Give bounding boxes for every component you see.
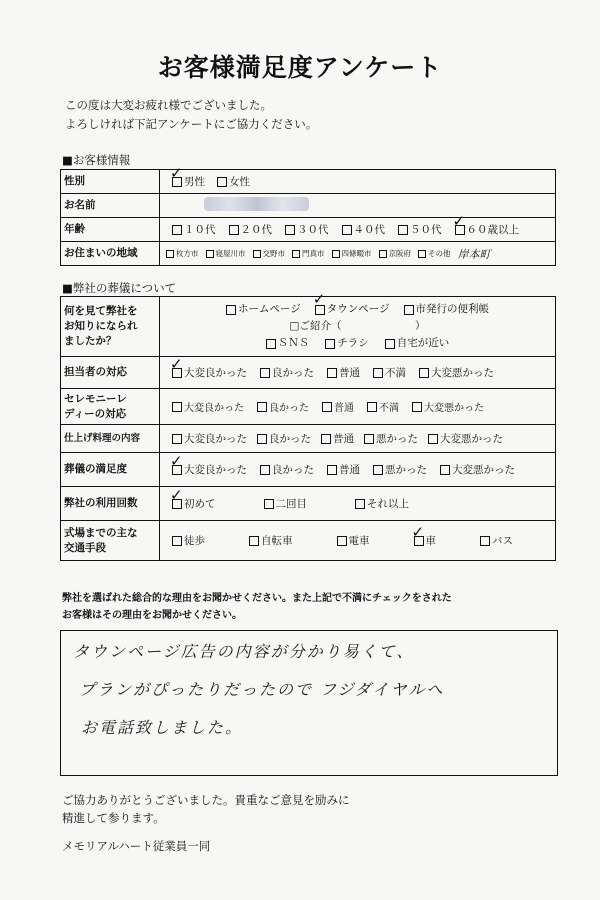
gender-option-female[interactable]: 女性 (217, 174, 250, 189)
comment-instructions: 弊社を選ばれた総合的な理由をお聞かせください。また上記で不満にチェックをされた お客様はその理由をお聞かせください。 (62, 593, 452, 621)
intro-line-2: よろしければ下記アンケートにご協力ください。 (65, 117, 318, 131)
satisfaction-option-good[interactable]: 良かった (260, 462, 314, 477)
age-option-40s[interactable]: ４０代 (342, 222, 386, 237)
usage-option-first[interactable]: 初めて ✓ (172, 496, 216, 511)
redacted-name-field[interactable] (204, 197, 309, 211)
comment-line-1: タウンページ広告の内容が分かり易くて、 (73, 642, 415, 661)
closing-line-2: 精進して参ります。 (62, 811, 165, 825)
staff-response-options (160, 365, 555, 380)
food-option-very-bad[interactable]: 大変悪かった (428, 431, 503, 446)
staff-option-very-bad[interactable]: 大変悪かった (419, 365, 494, 380)
transport-options (160, 533, 555, 548)
age-option-10s[interactable]: １０代 (172, 222, 216, 237)
food-option-normal[interactable]: 普通 (321, 431, 354, 446)
label-usage-count: 弊社の利用回数 (61, 487, 160, 521)
age-option-60plus[interactable]: ６０歳以上 ✓ (455, 222, 520, 237)
food-option-good[interactable]: 良かった (257, 431, 311, 446)
checkbox-icon (172, 177, 182, 187)
found-option-city-guide[interactable]: 市発行の便利帳 (404, 301, 490, 318)
label-food: 仕上げ料理の内容 (61, 425, 160, 453)
label-age: 年齢 (61, 218, 160, 242)
region-other-handwritten: 岸本町 (457, 247, 491, 261)
label-gender: 性別 (61, 170, 160, 194)
intro-line-1: この度は大変お疲れ様でございました。 (65, 98, 272, 112)
transport-option-car[interactable]: 車 ✓ (414, 533, 437, 548)
region-option-hirakata[interactable]: 枚方市 (166, 248, 199, 259)
label-satisfaction: 葬儀の満足度 (61, 453, 160, 487)
transport-option-walk[interactable]: 徒歩 (172, 533, 205, 548)
gender-option-male[interactable]: 男性 ✓ (172, 174, 205, 189)
food-option-very-good[interactable]: 大変良かった (172, 431, 247, 446)
section-heading-funeral: ■弊社の葬儀について (62, 281, 177, 295)
found-option-near-home[interactable]: 自宅が近い (385, 335, 450, 352)
found-option-referral[interactable]: □ご紹介（ ） (289, 320, 426, 332)
age-option-20s[interactable]: ２０代 (229, 222, 273, 237)
how-found-options (160, 297, 556, 357)
lady-option-good[interactable]: 良かった (257, 399, 309, 414)
age-option-50s[interactable]: ５０代 (398, 222, 442, 237)
satisfaction-option-normal[interactable]: 普通 (327, 462, 360, 477)
usage-count-options (160, 496, 555, 511)
transport-option-train[interactable]: 電車 (337, 533, 370, 548)
lady-option-normal[interactable]: 普通 (322, 399, 354, 414)
lady-option-very-bad[interactable]: 大変悪かった (412, 399, 484, 414)
comment-box[interactable] (60, 630, 558, 776)
region-option-kadoma[interactable]: 門真市 (292, 248, 325, 259)
region-option-neyagawa[interactable]: 寝屋川市 (206, 248, 246, 259)
food-options (160, 431, 555, 446)
label-name: お名前 (61, 194, 160, 218)
label-staff-response: 担当者の対応 (61, 357, 160, 389)
food-option-bad[interactable]: 悪かった (364, 431, 418, 446)
found-option-flyer[interactable]: チラシ (325, 335, 369, 352)
comment-line-3: お電話致しました。 (81, 718, 244, 737)
found-option-townpage[interactable]: タウンページ ✓ (315, 301, 390, 318)
region-option-keihan[interactable]: 京阪府 (379, 248, 412, 259)
age-option-30s[interactable]: ３０代 (285, 222, 329, 237)
lady-option-dissatisfied[interactable]: 不満 (367, 399, 399, 414)
staff-option-very-good[interactable]: 大変良かった ✓ (172, 365, 247, 380)
staff-option-normal[interactable]: 普通 (327, 365, 360, 380)
satisfaction-options (160, 462, 555, 477)
section-heading-customer-info: ■お客様情報 (62, 153, 131, 167)
checkbox-icon (217, 177, 227, 187)
ceremony-lady-options (160, 399, 555, 414)
funeral-survey-table (60, 296, 556, 561)
satisfaction-option-bad[interactable]: 悪かった (373, 462, 427, 477)
age-options (160, 222, 555, 237)
region-option-shijonawate[interactable]: 四條畷市 (332, 248, 372, 259)
satisfaction-option-very-good[interactable]: 大変良かった ✓ (172, 462, 247, 477)
gender-options (160, 174, 555, 189)
customer-info-table (60, 169, 556, 266)
signature: メモリアルハート従業員一同 (62, 839, 211, 853)
region-options (160, 246, 555, 262)
found-option-sns[interactable]: ＳＮＳ (266, 335, 310, 352)
satisfaction-option-very-bad[interactable]: 大変悪かった (440, 462, 515, 477)
label-region: お住まいの地域 (61, 242, 160, 266)
found-option-homepage[interactable]: ホームページ (226, 301, 301, 318)
region-option-other[interactable]: その他 (418, 248, 451, 259)
page-title: お客様満足度アンケート (157, 53, 443, 82)
lady-option-very-good[interactable]: 大変良かった (172, 399, 244, 414)
staff-option-good[interactable]: 良かった (260, 365, 314, 380)
comment-line-2: プランがぴったりだったので フジダイヤルへ (79, 680, 445, 699)
usage-option-more[interactable]: それ以上 (355, 496, 409, 511)
transport-option-bicycle[interactable]: 自転車 (249, 533, 293, 548)
label-transport: 式場までの主な 交通手段 (61, 521, 160, 561)
usage-option-second[interactable]: 二回目 (264, 496, 308, 511)
transport-option-bus[interactable]: バス (480, 533, 513, 548)
closing-line-1: ご協力ありがとうございました。貴重なご意見を励みに (62, 793, 350, 807)
region-option-katano[interactable]: 交野市 (253, 248, 286, 259)
label-ceremony-lady: セレモニーレ ディーの対応 (61, 389, 160, 425)
label-how-found: 何を見て弊社を お知りになられ ましたか？ (61, 297, 160, 357)
staff-option-dissatisfied[interactable]: 不満 (373, 365, 406, 380)
